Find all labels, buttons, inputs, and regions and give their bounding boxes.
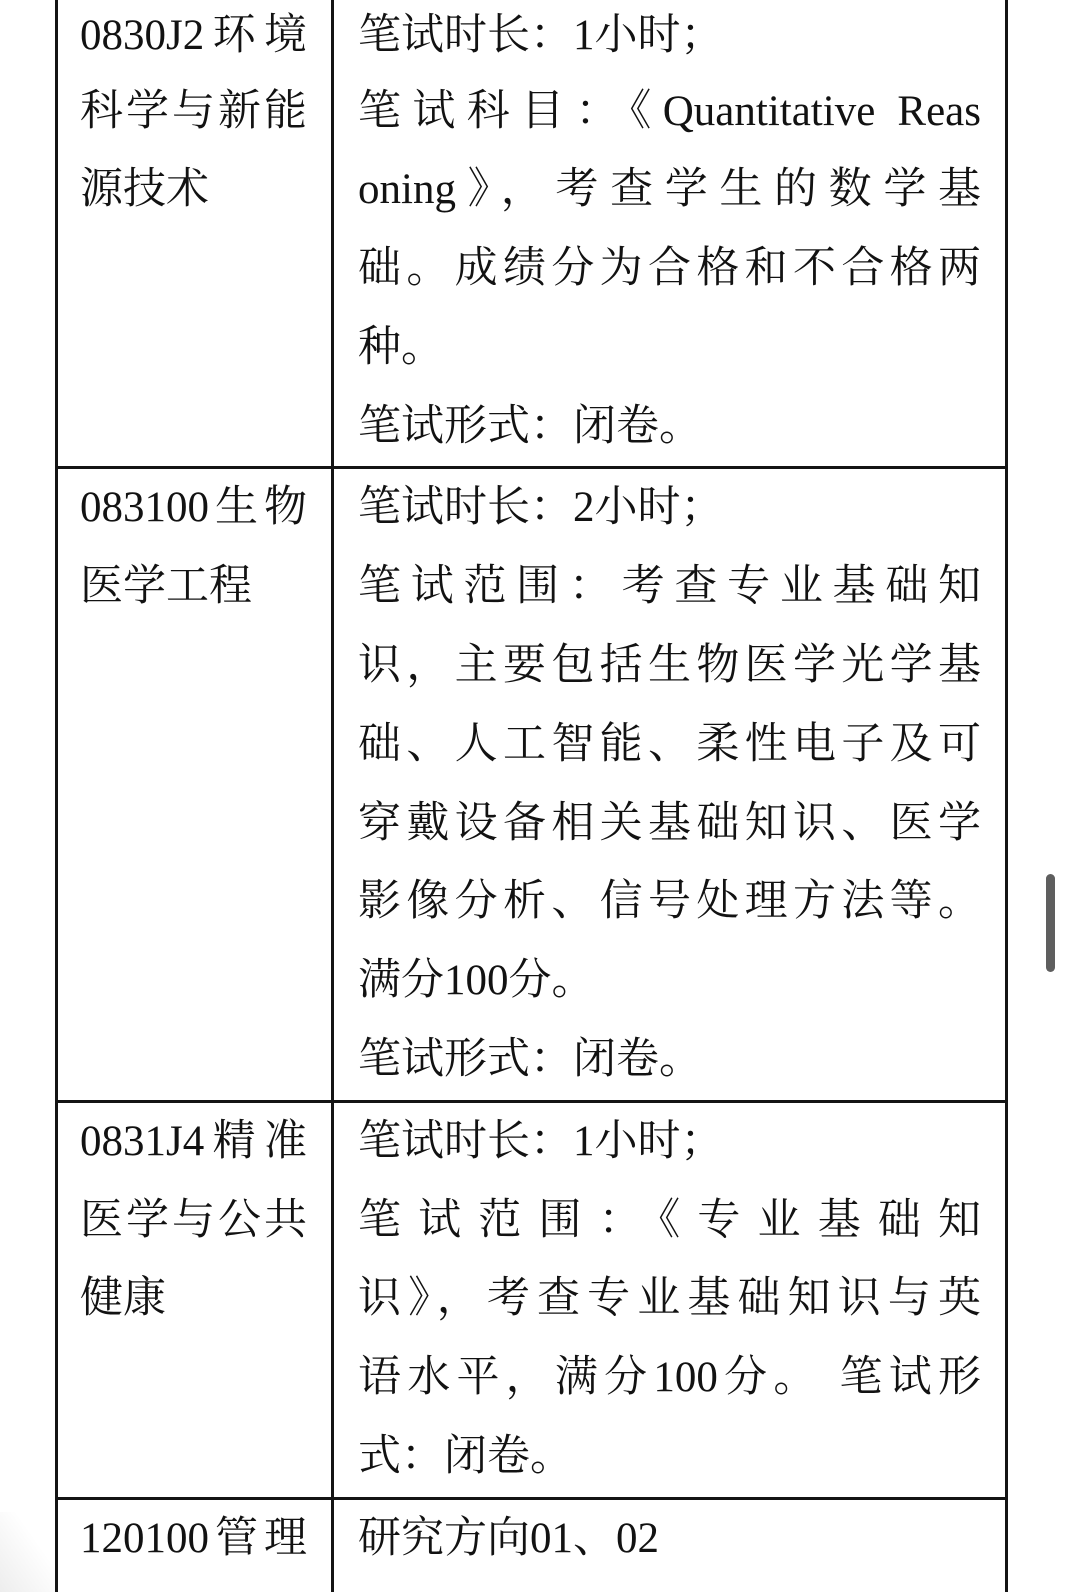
exam-format-paragraph [358, 388, 981, 467]
detail-line: 语水平，满分100分。 笔试形 [358, 1354, 981, 1402]
exam-subject-paragraph [358, 73, 981, 388]
exam-details-cell [334, 0, 1005, 466]
detail-line: 笔试科目：《Quantitative Reas [358, 87, 981, 135]
detail-line: 笔试时长：1小时； [358, 12, 724, 59]
exam-scope-paragraph [358, 548, 981, 1021]
detail-line: 笔试范围：考查专业基础知 [358, 563, 981, 611]
exam-duration-paragraph [358, 1103, 981, 1182]
detail-line: 穿戴设备相关基础知识、医学 [358, 799, 981, 847]
detail-line: 础。成绩分为合格和不合格两 [358, 245, 981, 293]
program-name-line: 0831J4精准 [80, 1117, 307, 1165]
detail-line: 笔试时长：2小时； [358, 484, 724, 532]
exam-details-cell [334, 1103, 1005, 1497]
exam-details-cell [334, 469, 1005, 1099]
detail-line: 式：闭卷。 [358, 1433, 573, 1481]
program-name-line: 源技术 [80, 166, 209, 214]
detail-line: 研究方向01、02 [358, 1514, 659, 1562]
detail-line: 识，主要包括生物医学光学基 [358, 642, 981, 690]
exam-scope-paragraph [358, 1182, 981, 1497]
exam-details-cell [334, 1500, 1005, 1592]
exam-duration-paragraph [358, 0, 981, 73]
research-direction-paragraph [358, 1500, 981, 1579]
program-name-line: 健康 [80, 1275, 166, 1323]
corner-shadow [0, 1512, 56, 1592]
detail-line: 满分100分。 [358, 957, 595, 1005]
program-name-line: 医学工程 [80, 563, 252, 611]
program-cell [58, 1500, 334, 1592]
program-name-line: 083100生物 [80, 484, 307, 532]
detail-line: 识》，考查专业基础知识与英 [358, 1275, 981, 1323]
table-row [58, 0, 1005, 469]
detail-line: 影像分析、信号处理方法等。 [358, 878, 981, 926]
detail-line: 础、人工智能、柔性电子及可 [358, 720, 981, 768]
detail-line: 笔试形式：闭卷。 [358, 1036, 702, 1084]
program-name-line: 医学与公共 [80, 1196, 307, 1244]
exam-duration-paragraph [358, 469, 981, 548]
detail-line: 笔试形式：闭卷。 [358, 402, 702, 450]
detail-line: oning》，考查学生的数学基 [358, 166, 981, 214]
table-row [58, 469, 1005, 1102]
table-row [58, 1500, 1005, 1592]
detail-line: 种。 [358, 323, 444, 371]
program-cell [58, 469, 334, 1099]
exam-format-paragraph [358, 1021, 981, 1100]
detail-line: 笔试范围：《专业基础知 [358, 1196, 981, 1244]
program-cell [58, 1103, 334, 1497]
scrollbar-thumb[interactable] [1046, 874, 1055, 972]
table-row [58, 1103, 1005, 1500]
program-name-line: 科学与新能 [80, 87, 307, 135]
detail-line: 笔试时长：1小时； [358, 1117, 724, 1165]
program-name-line: 120100管理 [80, 1514, 307, 1562]
program-name-line: 0830J2环境 [80, 12, 307, 59]
program-cell [58, 0, 334, 466]
exam-requirements-table [55, 0, 1008, 1592]
